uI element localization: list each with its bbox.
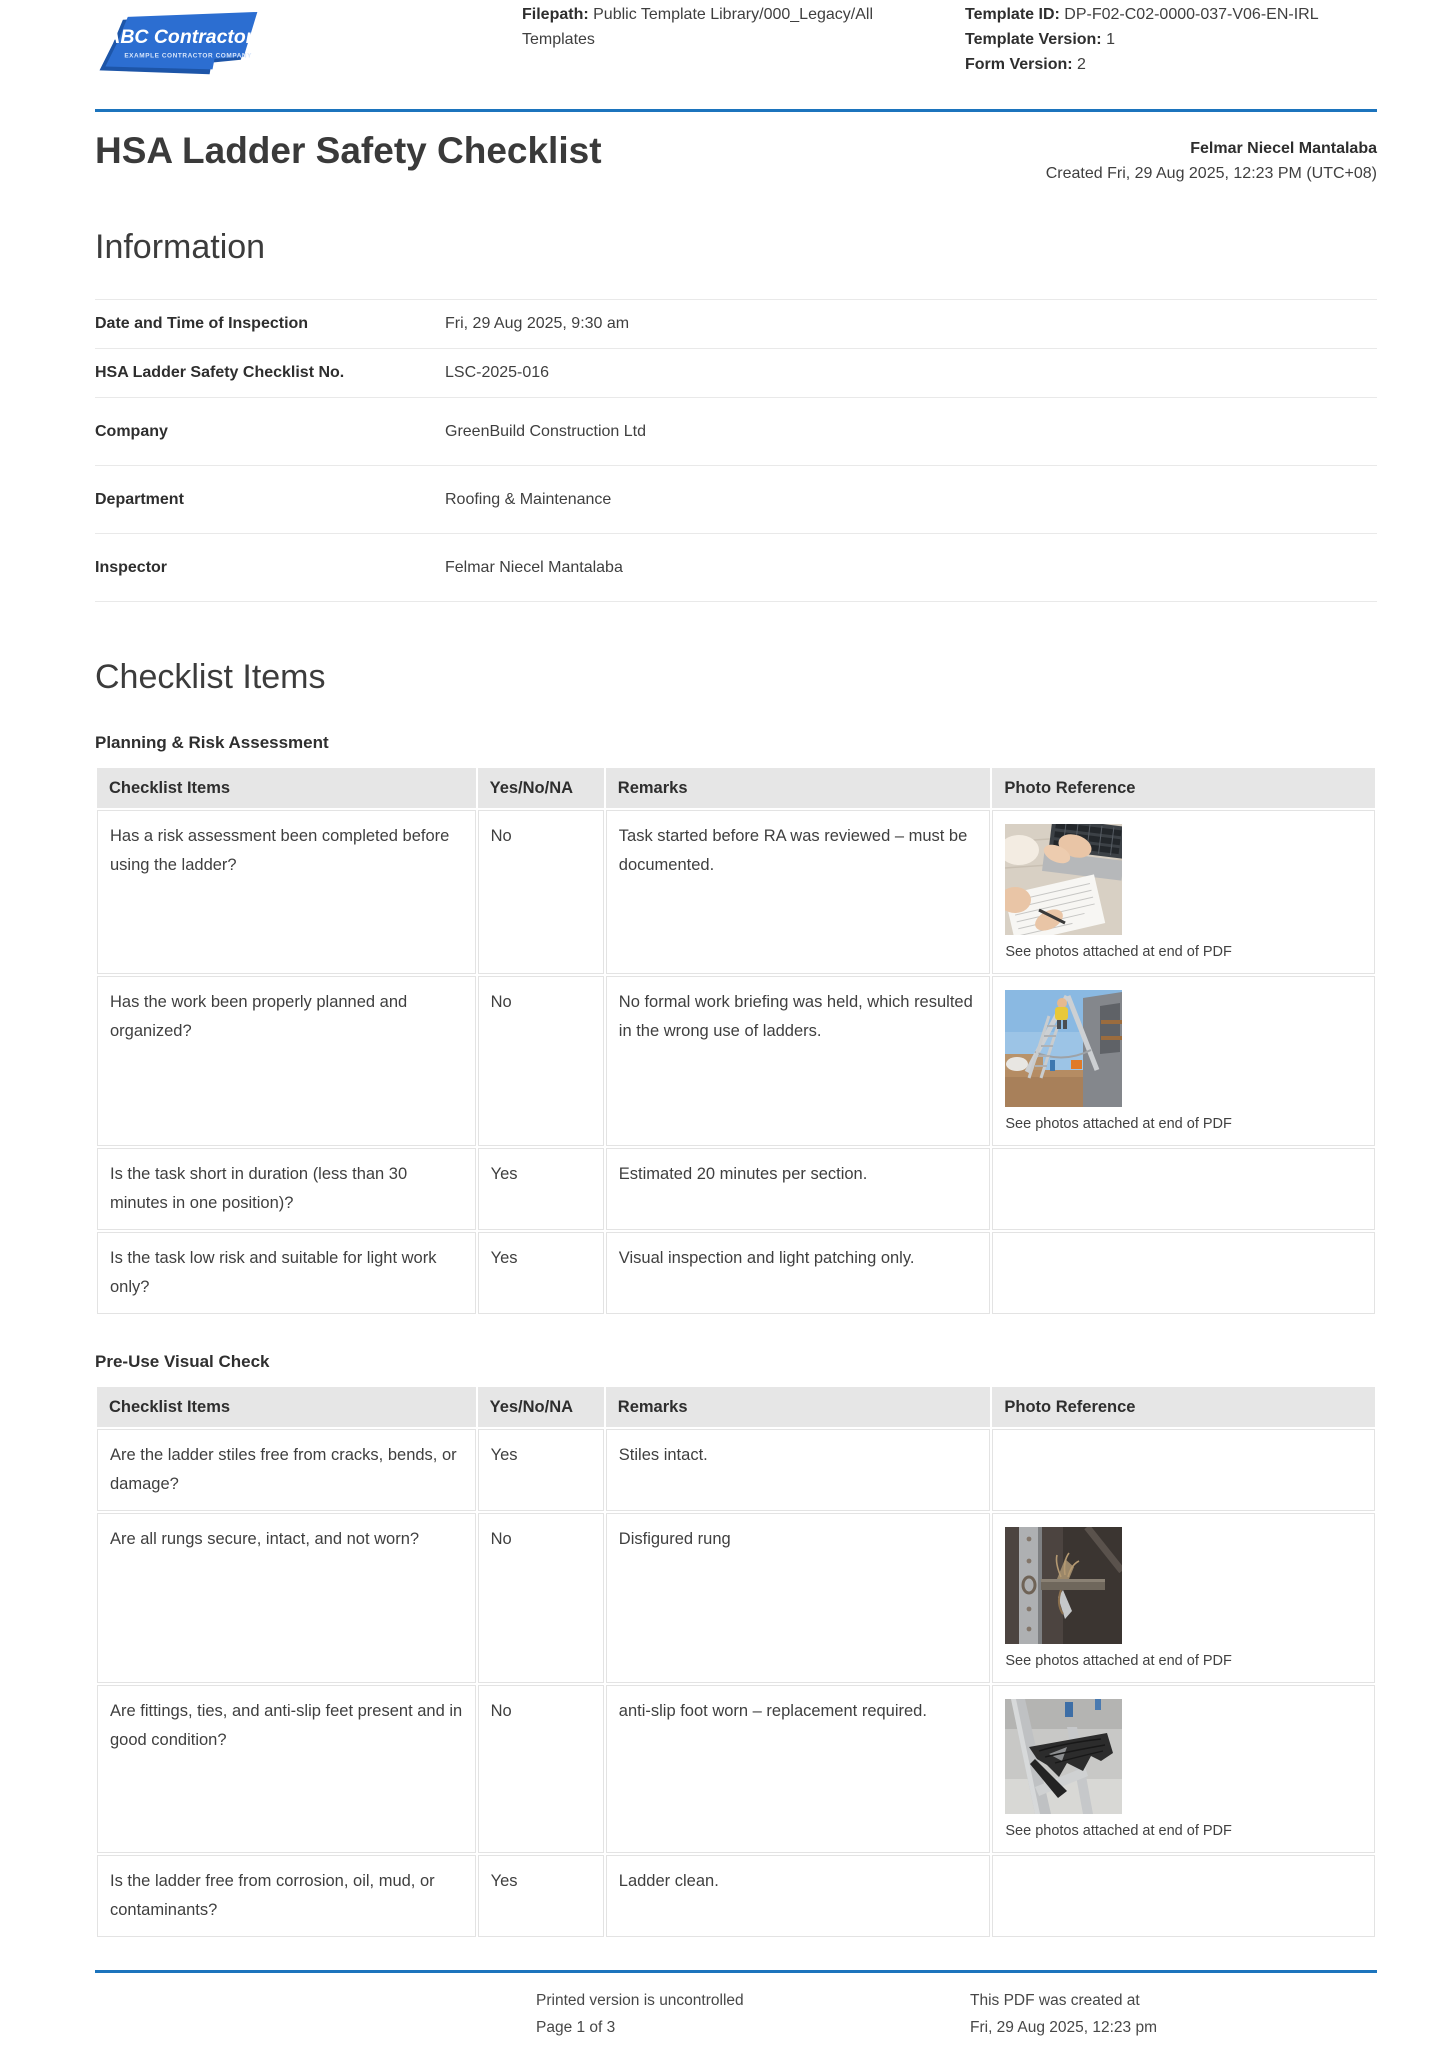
template-version-label: Template Version: <box>965 31 1102 48</box>
template-version-value: 1 <box>1106 31 1115 48</box>
info-value: GreenBuild Construction Ltd <box>445 422 646 440</box>
answer-cell: No <box>478 1685 604 1853</box>
footer-right <box>970 1987 1157 2041</box>
photo-caption: See photos attached at end of PDF <box>1005 1116 1232 1132</box>
template-meta <box>965 2 1377 77</box>
column-header: Checklist Items <box>97 1387 476 1427</box>
info-value: LSC-2025-016 <box>445 364 550 381</box>
photo-cell <box>992 1855 1375 1937</box>
filepath-value: Public Template Library/000_Legacy/All Templates <box>522 6 873 48</box>
page-footer <box>95 1987 1377 2048</box>
footer-divider-line <box>95 1970 1377 1973</box>
filepath-label: Filepath: <box>522 6 589 23</box>
info-label: HSA Ladder Safety Checklist No. <box>95 364 345 381</box>
photo-damaged-rung <box>1005 1527 1122 1644</box>
info-label: Date and Time of Inspection <box>95 315 309 332</box>
photo-caption: See photos attached at end of PDF <box>1005 1653 1232 1669</box>
footer-uncontrolled-note: Printed version is uncontrolled <box>536 1992 744 2009</box>
answer-cell: No <box>478 1513 604 1683</box>
photo-cell <box>992 1429 1375 1511</box>
answer-cell: No <box>478 810 604 974</box>
photo-worn-foot <box>1005 1699 1122 1814</box>
remarks-cell: Task started before RA was reviewed – must be documented. <box>606 810 991 974</box>
form-version-value: 2 <box>1077 56 1086 73</box>
answer-cell: Yes <box>478 1855 604 1937</box>
subsection-title: Pre-Use Visual Check <box>95 1352 270 1371</box>
info-row <box>95 398 1377 466</box>
column-header: Yes/No/NA <box>478 1387 604 1427</box>
company-logo-icon <box>95 10 295 86</box>
page-title: HSA Ladder Safety Checklist <box>95 130 602 171</box>
logo-subtitle: EXAMPLE CONTRACTOR COMPANY <box>124 52 253 60</box>
column-header: Photo Reference <box>992 1387 1375 1427</box>
title-row <box>95 130 1377 186</box>
checklist-row <box>97 1232 1375 1314</box>
column-header: Photo Reference <box>992 768 1375 808</box>
section-heading-checklist: Checklist Items <box>95 658 326 696</box>
section-heading-information: Information <box>95 228 266 266</box>
template-version <box>965 27 1377 52</box>
created-timestamp: Created Fri, 29 Aug 2025, 12:23 PM (UTC+08) <box>1045 165 1377 182</box>
form-version <box>965 52 1377 77</box>
answer-cell: Yes <box>478 1148 604 1230</box>
template-id-value: DP-F02-C02-0000-037-V06-EN-IRL <box>1064 6 1319 23</box>
photo-cell <box>992 1232 1375 1314</box>
photo-thumbnail <box>1005 1699 1122 1814</box>
checklist-row <box>97 1429 1375 1511</box>
photo-site-ladder <box>1005 990 1122 1107</box>
photo-thumbnail <box>1005 990 1122 1107</box>
form-version-label: Form Version: <box>965 56 1073 73</box>
column-header: Checklist Items <box>97 768 476 808</box>
remarks-cell: Stiles intact. <box>606 1429 991 1511</box>
remarks-cell: No formal work briefing was held, which resulted in the wrong use of ladders. <box>606 976 991 1146</box>
remarks-cell: Ladder clean. <box>606 1855 991 1937</box>
info-row <box>95 466 1377 534</box>
checklist-item-cell: Is the ladder free from corrosion, oil, mud, or contaminants? <box>97 1855 476 1937</box>
answer-cell: Yes <box>478 1429 604 1511</box>
photo-cell <box>992 1685 1375 1853</box>
checklist-item-cell: Is the task low risk and suitable for light work only? <box>97 1232 476 1314</box>
subsection-title: Planning & Risk Assessment <box>95 733 329 752</box>
photo-caption: See photos attached at end of PDF <box>1005 944 1232 960</box>
answer-cell: No <box>478 976 604 1146</box>
column-header: Remarks <box>606 1387 991 1427</box>
checklist-item-cell: Are all rungs secure, intact, and not worn? <box>97 1513 476 1683</box>
answer-cell: Yes <box>478 1232 604 1314</box>
checklist-row <box>97 1513 1375 1683</box>
pdf-created-label: This PDF was created at <box>970 1992 1140 2009</box>
info-label: Department <box>95 490 184 508</box>
checklist-item-cell: Has the work been properly planned and organized? <box>97 976 476 1146</box>
info-row <box>95 300 1377 349</box>
column-header: Yes/No/NA <box>478 768 604 808</box>
logo-title: ABC Contractors <box>106 26 265 49</box>
photo-desk-writing <box>1005 824 1122 935</box>
filepath <box>522 2 930 52</box>
info-label: Inspector <box>95 558 168 576</box>
remarks-cell: Disfigured rung <box>606 1513 991 1683</box>
checklist-item-cell: Are fittings, ties, and anti-slip feet present and in good condition? <box>97 1685 476 1853</box>
checklist-table <box>95 1385 1377 1939</box>
checklist-row <box>97 1855 1375 1937</box>
checklist-row <box>97 1148 1375 1230</box>
info-label: Company <box>95 422 168 440</box>
photo-cell <box>992 1148 1375 1230</box>
company-logo <box>95 10 295 86</box>
photo-caption: See photos attached at end of PDF <box>1005 1823 1232 1839</box>
photo-cell <box>992 1513 1375 1683</box>
author-name: Felmar Niecel Mantalaba <box>1190 140 1377 157</box>
document-header <box>95 0 1377 110</box>
template-id <box>965 2 1377 27</box>
checklist-item-cell: Are the ladder stiles free from cracks, bends, or damage? <box>97 1429 476 1511</box>
pdf-created-timestamp: Fri, 29 Aug 2025, 12:23 pm <box>970 2019 1157 2036</box>
page-number: Page 1 of 3 <box>536 2019 616 2036</box>
template-id-label: Template ID: <box>965 6 1060 23</box>
checklist-table <box>95 766 1377 1316</box>
checklist-row <box>97 976 1375 1146</box>
info-value: Roofing & Maintenance <box>445 490 612 508</box>
remarks-cell: Estimated 20 minutes per section. <box>606 1148 991 1230</box>
remarks-cell: anti-slip foot worn – replacement required. <box>606 1685 991 1853</box>
info-table <box>95 299 1377 602</box>
checklist-item-cell: Has a risk assessment been completed before using the ladder? <box>97 810 476 974</box>
checklist-row <box>97 810 1375 974</box>
photo-thumbnail <box>1005 824 1122 935</box>
footer-left <box>536 1987 744 2041</box>
info-value: Fri, 29 Aug 2025, 9:30 am <box>445 315 630 332</box>
checklist-row <box>97 1685 1375 1853</box>
info-row <box>95 349 1377 398</box>
info-value: Felmar Niecel Mantalaba <box>445 558 623 576</box>
checklist-item-cell: Is the task short in duration (less than 30 minutes in one position)? <box>97 1148 476 1230</box>
checklist-sections <box>95 733 1377 1939</box>
remarks-cell: Visual inspection and light patching only. <box>606 1232 991 1314</box>
photo-cell <box>992 810 1375 974</box>
column-header: Remarks <box>606 768 991 808</box>
photo-cell <box>992 976 1375 1146</box>
info-row <box>95 534 1377 602</box>
photo-thumbnail <box>1005 1527 1122 1644</box>
created-block <box>1046 130 1377 186</box>
